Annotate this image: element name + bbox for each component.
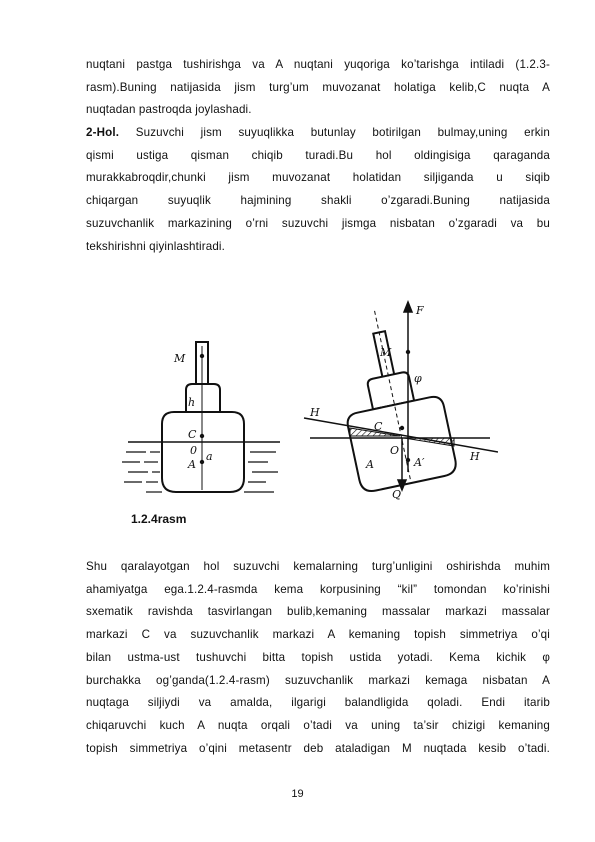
figure-caption: 1.2.4rasm — [131, 512, 187, 526]
text-line: tekshirishni qiyinlashtiradi. — [86, 239, 226, 253]
text-line: ahamiyatga ega.1.2.4-rasmda kema korpusining “kil” tomondan ko’rinishi — [86, 582, 550, 596]
text-line: rasm).Buning natijasida jism turg’um muvozanat holatiga kelib,C nuqta A — [86, 80, 550, 94]
label-Q: Q — [392, 488, 402, 501]
paragraph-1 — [86, 54, 550, 122]
text-line: suzuvchanlik markazining o’rni suzuvchi jismga nisbatan o’zgaradi va bu — [86, 216, 550, 230]
text-line: nuqtadan pastroqda joylashadi. — [86, 103, 252, 117]
paragraph-2 — [86, 122, 550, 258]
text-line: topish simmetriya o’qini metasentr deb ataladigan M nuqtada kesib o’tadi. — [86, 741, 550, 755]
label-M: M — [174, 352, 186, 365]
page-number: 19 — [291, 788, 304, 800]
label-O: O — [390, 444, 400, 457]
label-a: a — [206, 450, 213, 463]
label-H-left: H — [310, 406, 320, 419]
text-line: burchakka og’ganda(1.2.4-rasm) suzuvchanlik markazi kemaga nisbatan A — [86, 673, 550, 687]
heeled-ship — [326, 301, 458, 494]
label-h: h — [188, 396, 196, 409]
label-C: C — [188, 428, 197, 441]
label-A-right: A — [366, 458, 374, 471]
label-A-prime: A′ — [414, 456, 425, 469]
text-line: sxematik ravishda tasvirlangan bulib,kemaning massalar markazi massalar — [86, 605, 550, 619]
paragraph-3 — [86, 556, 550, 760]
text-line: chiqargan suyuqlik hajmining shakli o’zgaradi.Buning natijasida — [86, 194, 550, 208]
text-line: nuqtaga siljiydi va amalda, ilgarigi balandligida qoladi. Endi itarib — [86, 696, 550, 710]
text-line: Shu qaralayotgan hol suzuvchi kemalarning turg’unligini oshirishda muhim — [86, 560, 550, 573]
section-heading: 2-Hol. — [86, 126, 120, 139]
ship-stability-figure — [118, 300, 498, 505]
label-H-right: H — [470, 450, 480, 463]
label-phi: φ — [414, 372, 422, 385]
text-line: bilan ustma-ust tushuvchi bitta topish ustida yotadi. Kema kichik φ — [86, 650, 550, 664]
text-line: markazi C va suzuvchanlik markazi A kemaning topish simmetriya o’qi — [86, 628, 550, 642]
text-line: chiqaruvchi kuch A nuqta orqali o’tadi va uning ta’sir chizigi kemaning — [86, 718, 550, 732]
text-line: 2-Hol. Suzuvchi jism suyuqlikka butunlay botirilgan bulmay,uning erkin — [86, 126, 550, 139]
text-line: murakkabroqdir,chunki jism muvozanat holatidan siljiganda u siqib — [86, 171, 550, 185]
upright-ship — [128, 342, 280, 492]
label-A: A — [188, 458, 196, 471]
label-F: F — [416, 304, 424, 317]
label-0: 0 — [190, 444, 197, 457]
label-C-right: C — [374, 420, 383, 433]
text-line: qismi ustiga qisman chiqib turadi.Bu hol oldingisiga qaraganda — [86, 148, 550, 162]
text-line: nuqtani pastga tushirishga va A nuqtani yuqoriga ko’tarishga intiladi (1.2.3- — [86, 58, 550, 71]
figure-drawing — [118, 300, 498, 505]
label-M-right: M — [380, 346, 392, 359]
